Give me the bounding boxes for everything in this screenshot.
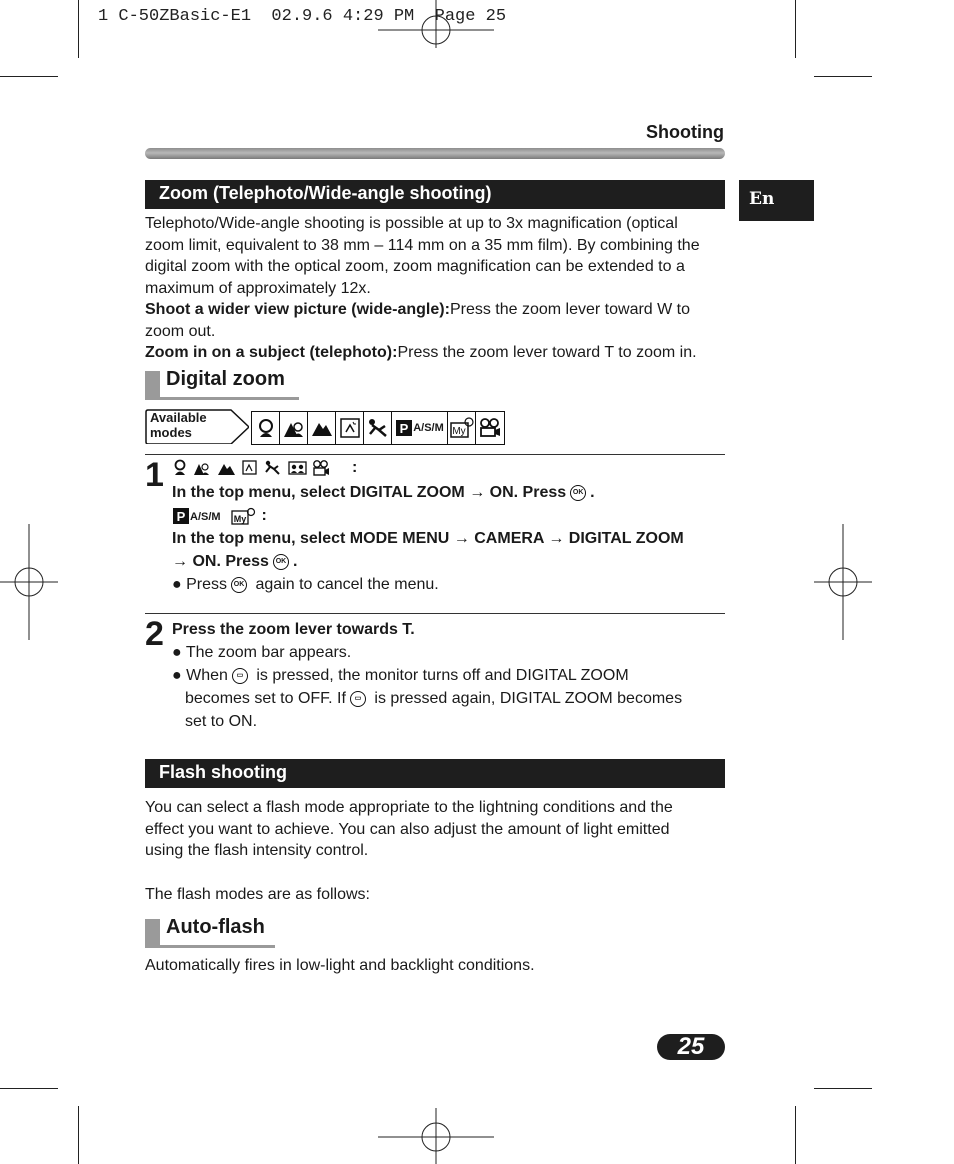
step2-bullet-2-cont <box>185 690 682 708</box>
my-mode-icon <box>448 412 476 444</box>
monitor-button-icon: ▭ <box>350 691 366 707</box>
crop-mark <box>795 0 796 58</box>
colon: : <box>352 459 358 477</box>
landscape-portrait-icon <box>280 412 308 444</box>
available-label: Available <box>150 410 207 425</box>
pasm-icon <box>392 412 448 444</box>
crop-mark <box>78 1106 79 1164</box>
auto-flash-text: Automatically fires in low-light and backlight conditions. <box>145 957 535 974</box>
step2-bullet-2-end: set to ON. <box>185 713 258 730</box>
telephoto-line <box>145 342 720 364</box>
bullet-text: When <box>186 667 228 684</box>
intro-line: digital zoom with the optical zoom, zoom magnification can be extended to a <box>145 258 685 275</box>
crop-mark <box>795 1106 796 1164</box>
pasm-text: A/S/M <box>190 511 221 524</box>
bullet-text: The zoom bar appears. <box>185 644 352 661</box>
mode-icon-strip <box>251 411 505 445</box>
pasm-icon <box>172 507 190 525</box>
chapter-title: Shooting <box>646 122 724 142</box>
divider <box>145 613 725 614</box>
wide-angle-line <box>145 299 720 321</box>
svg-text:My: My <box>233 514 247 524</box>
flash-modes-intro: The flash modes are as follows: <box>145 886 370 903</box>
telephoto-text: Press the zoom lever toward T to zoom in. <box>397 344 697 361</box>
movie-icon <box>476 412 504 444</box>
intro-line: effect you want to achieve. You can also adjust the amount of light emitted <box>145 820 670 838</box>
my-mode-icon <box>231 507 257 525</box>
bullet-text: becomes set to OFF. If <box>185 690 346 707</box>
step1-instruction-1 <box>172 484 595 502</box>
step-number-1: 1 <box>145 456 164 494</box>
step2-bullet-2: ● When ▭ is pressed, the monitor turns off and DIGITAL ZOOM <box>172 667 629 684</box>
subheading-text: Auto-flash <box>166 916 265 938</box>
ok-button-icon: OK <box>231 577 247 593</box>
step1-instruction-3-text: → ON. Press <box>172 553 269 570</box>
registration-mark-right <box>814 524 872 640</box>
crop-mark <box>0 1088 58 1089</box>
intro-line: maximum of approximately 12x. <box>145 279 371 297</box>
svg-text:P: P <box>176 509 186 524</box>
subheading-bar <box>145 919 160 946</box>
step-number-2: 2 <box>145 615 164 653</box>
modes-label: modes <box>150 425 192 440</box>
step2-title: Press the zoom lever towards T. <box>172 621 415 638</box>
monitor-button-icon: ▭ <box>232 668 248 684</box>
flash-intro <box>145 797 720 862</box>
step2-bullet-1: ● The zoom bar appears. <box>172 644 352 661</box>
step1-instruction-3 <box>172 553 297 571</box>
crop-mark <box>0 76 58 77</box>
bullet-text-tail: again to cancel the menu. <box>255 576 439 593</box>
subheading-underline <box>145 945 275 948</box>
wide-angle-line-2: zoom out. <box>145 322 216 340</box>
divider <box>145 454 725 455</box>
step1-mode-icons <box>172 459 357 477</box>
my-text: My <box>451 426 466 437</box>
colon: : <box>261 507 267 525</box>
telephoto-label: Zoom in on a subject (telephoto): <box>145 344 398 361</box>
intro-line: Telephoto/Wide-angle shooting is possible at up to 3x magnification (optical <box>145 215 678 232</box>
subheading-underline <box>145 397 299 400</box>
ok-button-icon: OK <box>570 485 586 501</box>
wide-angle-label: Shoot a wider view picture (wide-angle): <box>145 301 450 318</box>
period: . <box>590 484 595 501</box>
period: . <box>292 553 298 570</box>
step1-instruction-1-text: In the top menu, select DIGITAL ZOOM → ON. Press <box>172 484 567 501</box>
zoom-intro <box>145 213 720 364</box>
print-slug: 1 C-50ZBasic-E1 02.9.6 4:29 PM Page 25 <box>98 7 507 26</box>
crop-mark <box>814 76 872 77</box>
step1-bullet: ● Press OK again to cancel the menu. <box>172 576 439 593</box>
subheading-bar <box>145 371 160 398</box>
intro-line: You can select a flash mode appropriate to the lightning conditions and the <box>145 799 673 816</box>
mode-icons-row <box>172 459 352 477</box>
bullet-text: Press <box>186 576 228 593</box>
section-heading-zoom: Zoom (Telephoto/Wide-angle shooting) <box>145 180 725 209</box>
portrait-icon <box>252 412 280 444</box>
registration-mark-left <box>0 524 58 640</box>
subheading-text: Digital zoom <box>166 368 285 390</box>
crop-mark <box>78 0 79 58</box>
bullet-text: is pressed, the monitor turns off and DIGITAL ZOOM <box>256 667 629 684</box>
sport-icon <box>364 412 392 444</box>
night-scene-icon <box>336 412 364 444</box>
crop-mark <box>814 1088 872 1089</box>
step1-instruction-2: In the top menu, select MODE MENU → CAMERA → DIGITAL ZOOM <box>172 530 684 547</box>
page-number: 25 <box>657 1034 725 1060</box>
section-heading-flash: Flash shooting <box>145 759 725 788</box>
bullet-text: is pressed again, DIGITAL ZOOM becomes <box>374 690 683 707</box>
registration-mark-bottom <box>378 1108 494 1164</box>
step1-pasm-row <box>172 507 267 525</box>
wide-angle-text: Press the zoom lever toward W to <box>449 301 691 318</box>
pasm-text: A/S/M <box>413 422 444 434</box>
intro-line: zoom limit, equivalent to 38 mm – 114 mm on a 35 mm film). By combining the <box>145 236 700 254</box>
intro-line: using the flash intensity control. <box>145 842 369 859</box>
ok-button-icon: OK <box>273 554 289 570</box>
header-rule <box>145 148 725 159</box>
language-tab: En <box>739 180 814 221</box>
svg-text:P: P <box>399 421 409 436</box>
landscape-icon <box>308 412 336 444</box>
